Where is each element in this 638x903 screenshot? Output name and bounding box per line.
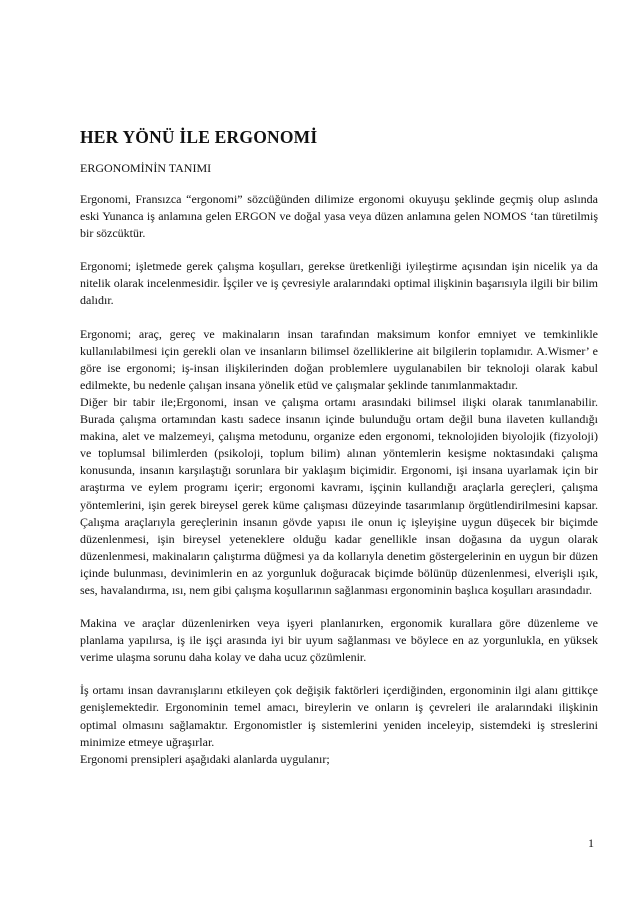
paragraph-principles: Ergonomi prensipleri aşağıdaki alanlarda uygulanır; — [80, 751, 330, 766]
page-number: 1 — [588, 836, 594, 850]
paragraph-definition: Ergonomi; işletmede gerek çalışma koşulları, gerekse üretkenliği iyileştirme açısından işin nicelik ya da nitelik olarak incelenmesidir. İşçiler ve iş çevresiyle aralarındaki optimal ilişkinin başarısıyla ilgili bir bilim dalıdır. — [80, 259, 598, 308]
paragraph-wismer: Ergonomi; araç, gereç ve makinaların insan tarafından maksimum konfor emniyet ve temkinlikle kullanılabilmesi için gerekli olan ve insanların bilimsel özelliklerine ait bilgilerin toplamıdır. A.Wismer’ e göre ise ergonomi; iş-insan ilişkilerinden doğan problemlere uygulanabilen bir teknoloji olarak kabul edilmekte, bu nedenle çalışan insana yönelik etüd ve çalışmalar şeklinde tanımlanmaktadır. — [80, 326, 598, 392]
section-heading: ERGONOMİNİN TANIMI — [80, 161, 212, 175]
document-page — [80, 126, 598, 768]
paragraph-etymology: Ergonomi, Fransızca “ergonomi” sözcüğünden dilimize ergonomi okuyuşu şeklinde geçmiş olup aslında eski Yunanca iş anlamına gelen ERGON ve doğal yasa veya düzen anlamına gelen NOMOS ‘tan türetilmiş bir sözcüktür. — [80, 192, 598, 241]
document-title: HER YÖNÜ İLE ERGONOMİ — [80, 127, 318, 147]
paragraph-scope: İş ortamı insan davranışlarını etkileyen çok değişik faktörleri içerdiğinden, ergonominin ilgi alanı gittikçe genişlemektedir. Ergonominin temel amacı, bireylerin ve onların iş çevreleri ile aralarındaki ilişkinin optimal olmasını sağlamaktır. Ergonomistler iş sistemlerini yeniden inceleyip, sistemdeki iş streslerini minimize etmeye uğraşırlar. — [80, 683, 598, 749]
paragraph-planning: Makina ve araçlar düzenlenirken veya işyeri planlanırken, ergonomik kurallara göre düzenleme ve planlama yapılırsa, iş ile işçi arasında iyi bir uyum sağlanması ve böylece en az yorgunlukla, en yüksek verime ulaşma sorunu daha kolay ve daha ucuz çözümlenir. — [80, 616, 598, 665]
paragraph-other-definition: Diğer bir tabir ile;Ergonomi, insan ve çalışma ortamı arasındaki bilimsel ilişki olarak tanımlanabilir. Burada çalışma ortamından kastı sadece insanın içinde bulunduğu ortam değil buna ilaveten kullandığı makina, alet ve malzemeyi, çalışma metodunu, organize eden ergonomi, teknolojiden biyolojik (fizyoloji) ve toplumsal bilimlerden (psikoloji, toplum bilim) alınan yöntemlerin kesişme noktasındaki çalışma konusunda, insanın karşılaştığı sorunlara bir yaklaşım biçimidir. Ergonomi, işi insana uyarlamak için bir araştırma ve eylem programı içerir; ergonomi kavramı, işçinin kullandığı araçlarla gereçleri, çalışma yöntemlerini, işin gerek bireysel gerek küme çalışması düzeyinde tasarımlanıp örgütlendirilmesini kapsar. Çalışma araçlarıyla gereçlerinin insanın gövde yapısı ile onun iç işleyişine uygun düşecek bir biçimde düzenlenmesi, işin bireysel yeteneklere olduğu kadar genellikle insan doğasına da uygun olarak düzenlenmesi, makinaların çalıştırma düğmesi ya da kollarıyla denetim göstergelerinin en uygun bir düzen içinde bulunması, devinimlerin en az yorgunluk doğuracak biçimde bölünüp düzenlenmesi, elverişli ışık, ses, havalandırma, ısı, nem gibi çalışma koşullarının sağlanması ergonominin başlıca koşulları arasındadır. — [80, 394, 598, 597]
